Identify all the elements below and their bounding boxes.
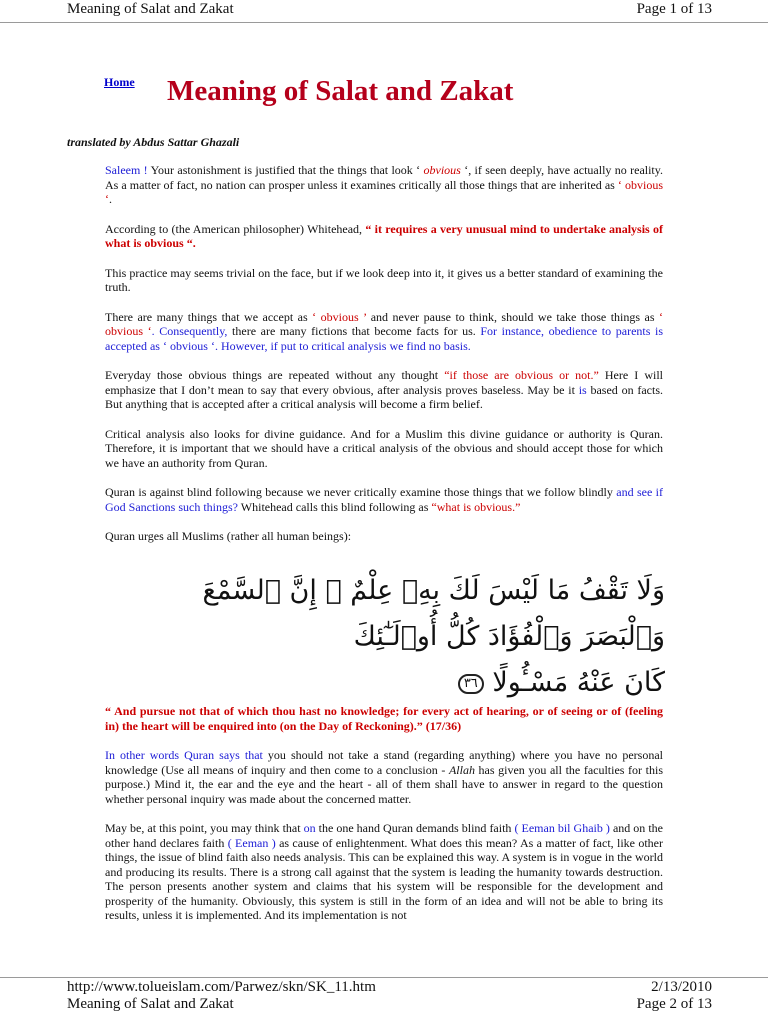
p1-text-b: ‘, if seen deeply, have actually no reality. As a matter of fact, no nation can prosper unless it examines critically all those things that are inherited as: [105, 163, 663, 192]
paragraph-8: Quran urges all Muslims (rather all human beings):: [105, 529, 352, 543]
p7-sanction: and see if God Sanctions such things?: [105, 485, 663, 514]
paragraph-11: [105, 821, 663, 923]
p4-consequently: . Consequently,: [151, 324, 228, 338]
p10-text-a: you should not take a stand (regarding anything) where you have no personal knowledge (Use all means of inquiry and then come to a conclusion -: [105, 748, 663, 777]
article-body-continued: [105, 704, 663, 938]
p2-quote: “ it requires a very unusual mind to undertake analysis of what is obvious “.: [105, 221, 663, 250]
arabic-line-1: وَلَا تَقْفُ مَا لَيْسَ لَكَ بِهِۦ عِلْمٌ ۚ إِنَّ ٱلسَّمْعَ وَٱلْبَصَرَ وَٱلْفُؤَادَ كُلُّ أُو۟لَـٰٓئِكَ: [202, 575, 665, 652]
paragraph-2: [105, 222, 663, 251]
p10-lead: In other words Quran says that: [105, 748, 263, 762]
p4-text-c: there are many fictions that become facts for us.: [227, 324, 481, 338]
quran-verse-arabic: [130, 568, 665, 698]
p7-text-a: Quran is against blind following because we never critically examine those things that we follow blindly: [105, 485, 617, 499]
paragraph-10: [105, 748, 663, 806]
p11-text-b: the one hand Quran demands blind faith: [315, 821, 515, 835]
p7-quote: “what is obvious.”: [431, 499, 521, 514]
home-link[interactable]: Home: [104, 75, 135, 89]
p10-allah: Allah: [448, 762, 475, 777]
footer-url: http://www.tolueislam.com/Parwez/skn/SK_11.htm: [67, 979, 376, 995]
ayah-number-badge: ٣٦: [458, 674, 484, 694]
paragraph-9-translation: “ And pursue not that of which thou hast no knowledge; for every act of hearing, or of seeing or of (feeling in) the heart will be enquired into (on the Day of Reckoning).” (17/36): [105, 704, 663, 733]
p1-obvious-2: ‘ obvious ‘: [105, 177, 663, 206]
p10-text-b: has given you all the faculties for this purpose.) Mind it, the ear and the eye and the heart - all of them shall have to answer in regard to the question whether personal inquiry was made about the concerned matter.: [105, 762, 663, 806]
p5-text-c: based on facts. But anything that is accepted after a critical analysis will become a firm belief.: [105, 382, 663, 411]
p5-is: is: [578, 382, 587, 397]
p11-text-d: as cause of enlightenment. What does this mean? As a matter of fact, like other things, the issue of blind faith also needs analysis. This can be explained this way. A system is in vogue in the world and producing its results. There is a strong call against that the system is leading the humanity towards destruction. The person presents another system and claims that his system will be responsible for the development and prosperity of the humanity. Obviously, this system is still in the form of an idea and will not be able to bring its results, unless it is implemented. And its implementation is not: [105, 835, 664, 922]
p4-however: . However, if put to critical analysis we find no basis.: [214, 338, 471, 353]
paragraph-7: [105, 485, 663, 514]
p4-obvious-2: ‘ obvious ‘: [105, 309, 663, 338]
p11-eeman: ( Eeman ): [227, 835, 276, 850]
arabic-line-2-text: كَانَ عَنْهُ مَسْـُٔولًا: [492, 667, 665, 698]
p5-quote: “if those are obvious or not.”: [444, 368, 599, 382]
p4-obvious-1: ‘ obvious ’: [312, 309, 367, 324]
byline: translated by Abdus Sattar Ghazali: [67, 135, 240, 149]
paragraph-5: [105, 368, 663, 412]
page-footer: [0, 977, 768, 1025]
footer-doc-title: Meaning of Salat and Zakat: [67, 996, 234, 1012]
header-page-number: Page 1 of 13: [636, 1, 712, 17]
p11-text-c: and on the other hand declares faith: [105, 821, 663, 850]
p1-addressee: Saleem !: [105, 163, 148, 177]
page-title: Meaning of Salat and Zakat: [167, 75, 514, 107]
p5-text-b: Here I will emphasize that I don’t mean to say that every obvious, after analysis proves baseless. May be it: [105, 368, 663, 397]
p1-text-a: Your astonishment is justified that the things that look ‘: [147, 163, 424, 177]
paragraph-1: [105, 163, 663, 207]
arabic-line-2: [130, 660, 665, 706]
p2-text: According to (the American philosopher) Whitehead,: [105, 221, 366, 236]
p4-text-a: There are many things that we accept as: [105, 309, 313, 324]
p4-obvious-3: ‘ obvious ‘: [162, 338, 215, 353]
paragraph-4: [105, 310, 663, 354]
p1-obvious-1: obvious: [423, 163, 461, 177]
footer-page-number: Page 2 of 13: [636, 996, 712, 1012]
footer-date: 2/13/2010: [651, 979, 712, 995]
paragraph-6: Critical analysis also looks for divine guidance. And for a Muslim this divine guidance or authority is Quran. Therefore, it is important that we should have a critical analysis of the obvious and should accept those for which we have an authority from Quran.: [105, 426, 663, 470]
p1-text-c: .: [109, 192, 112, 206]
article-body: [105, 163, 663, 559]
p11-text-a: May be, at this point, you may think that: [105, 821, 304, 835]
paragraph-3: This practice may seems trivial on the face, but if we look deep into it, it gives us a better standard of examining the truth.: [105, 265, 663, 294]
p11-on: on: [303, 821, 316, 835]
p4-instance: For instance, obedience to parents is accepted as: [105, 324, 664, 353]
p7-text-b: Whitehead calls this blind following as: [238, 499, 432, 514]
p4-text-b: and never pause to think, should we take those things as: [366, 309, 659, 324]
header-doc-title: Meaning of Salat and Zakat: [67, 1, 234, 17]
p5-text-a: Everyday those obvious things are repeated without any thought: [105, 368, 445, 382]
page-header: [0, 0, 768, 23]
p11-eeman-bil-ghaib: ( Eeman bil Ghaib ): [514, 821, 610, 835]
